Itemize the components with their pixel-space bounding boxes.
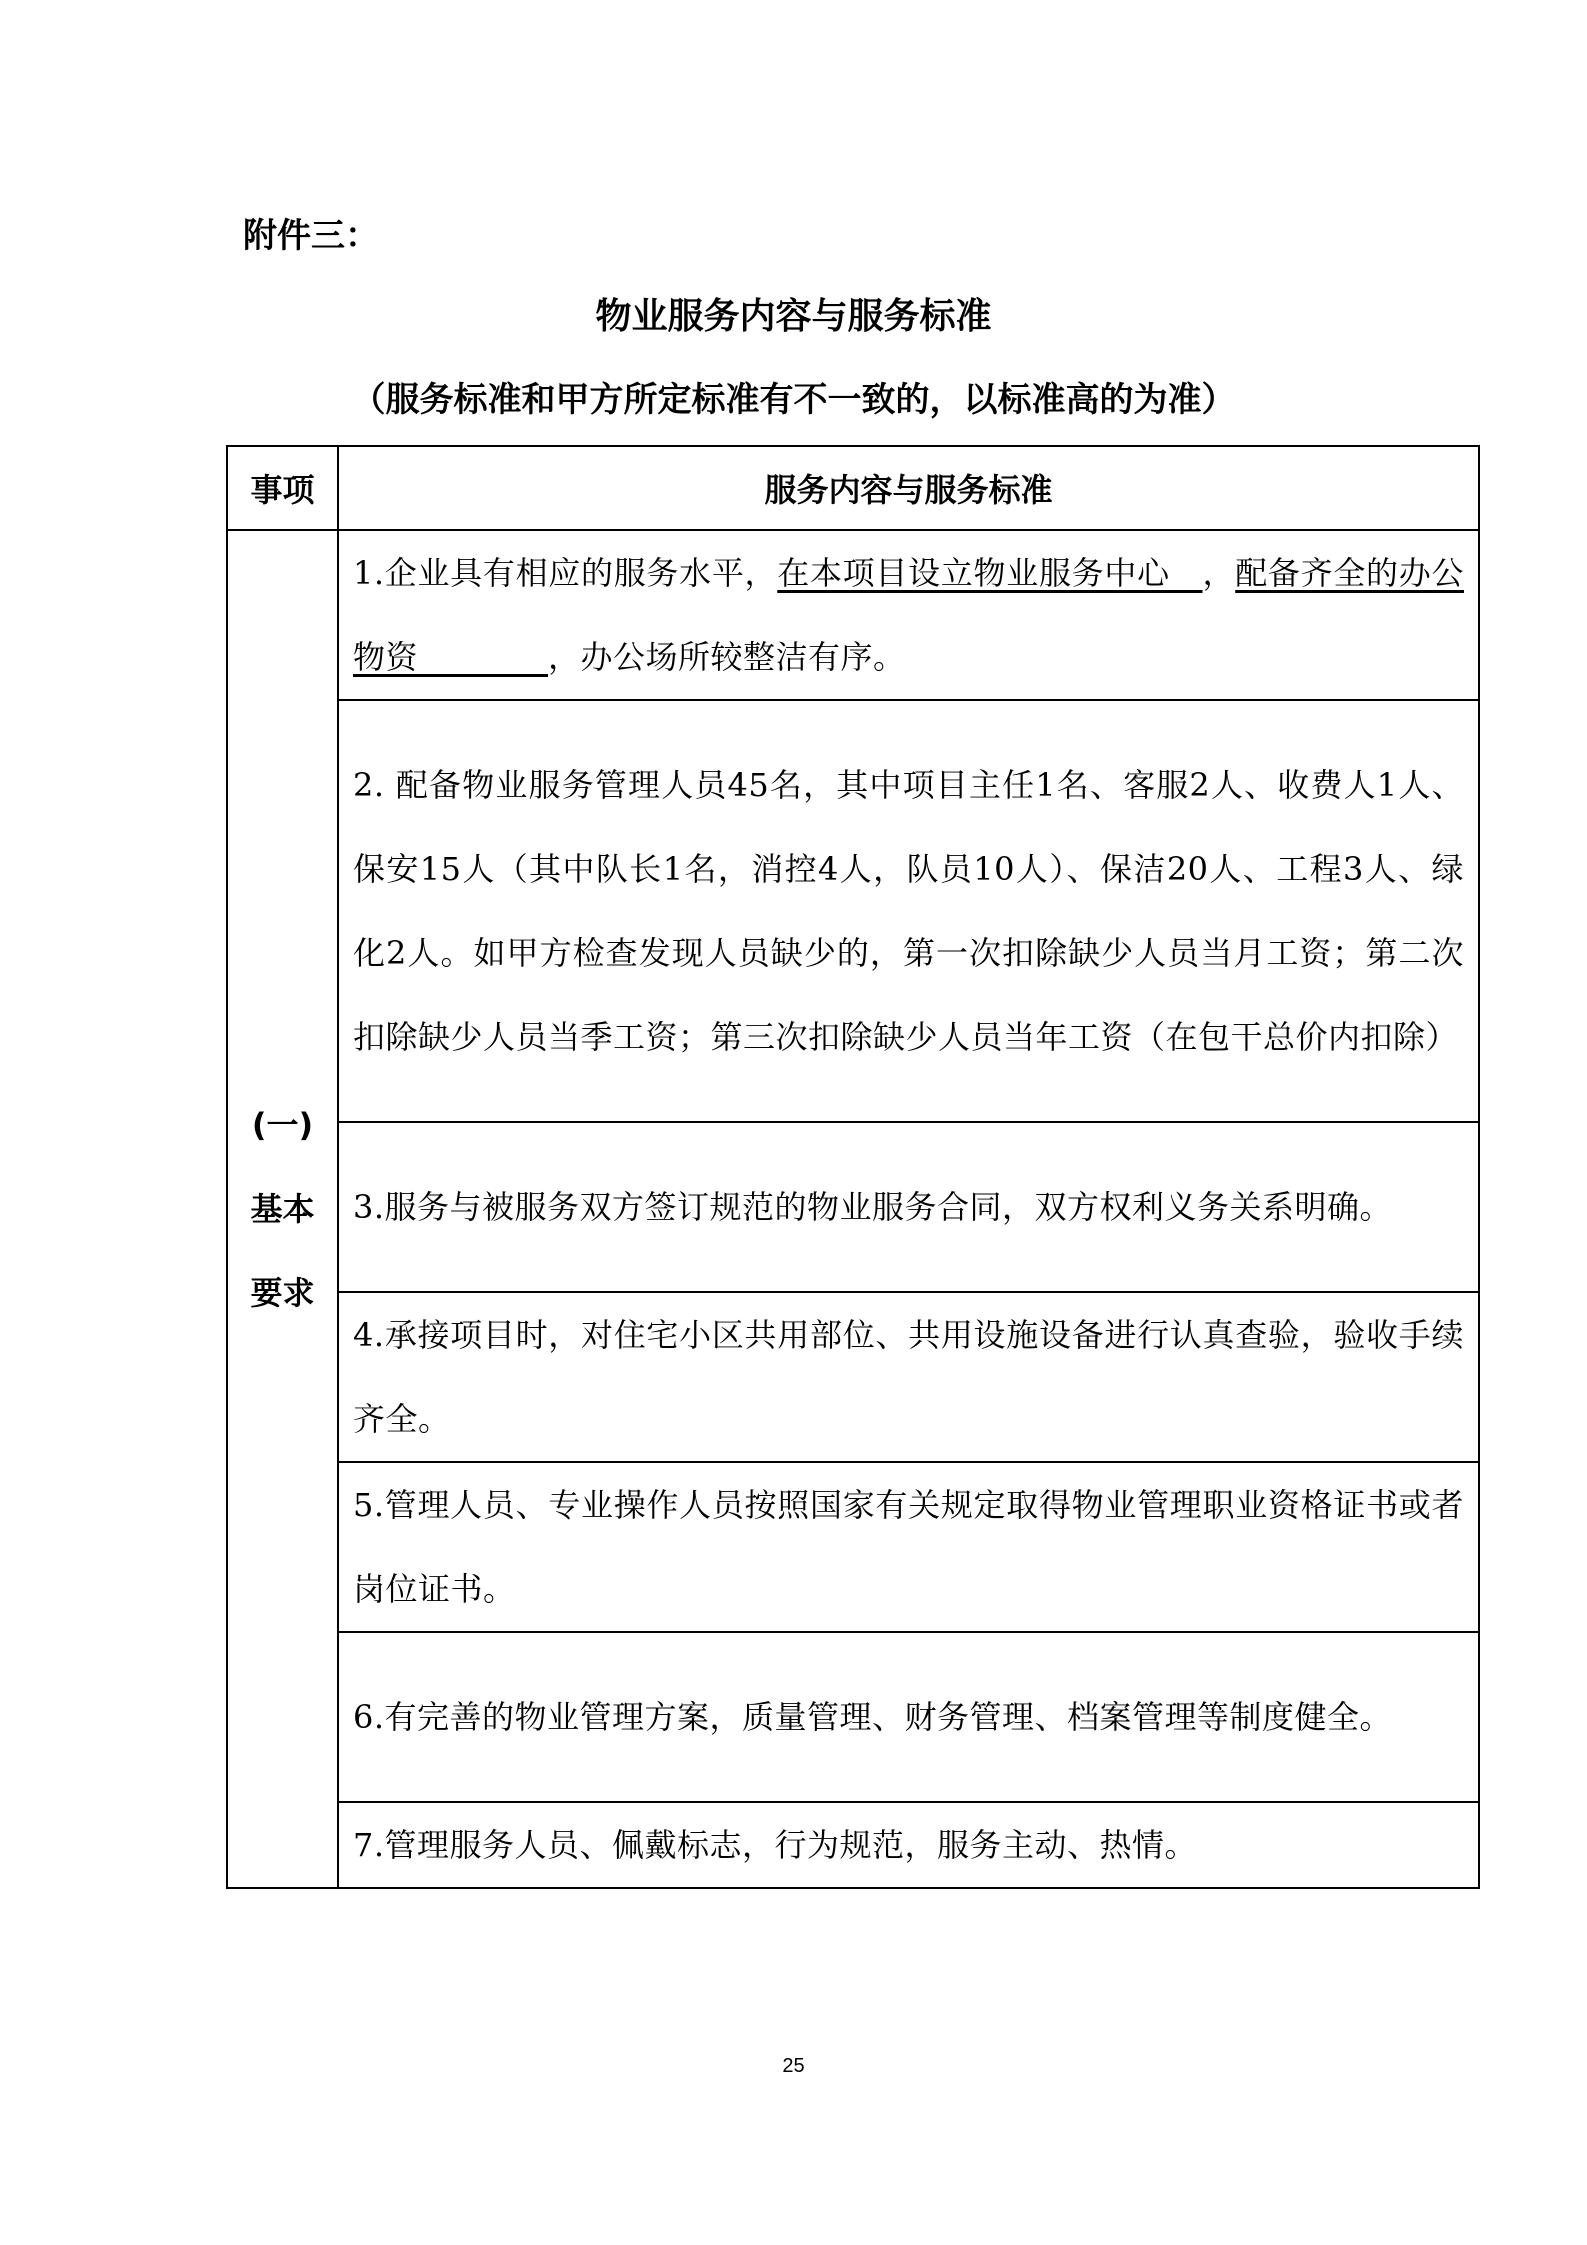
item-1-text-b: 在本项目设立物业服务中心 (777, 554, 1203, 592)
item-1-text-a: 1.企业具有相应的服务水平， (353, 554, 778, 592)
table-row (227, 700, 1479, 1122)
item-2: 2. 配备物业服务管理人员45名，其中项目主任1名、客服2人、收费人1人、保安15人（其中队长1名，消控4人，队员10人）、保洁20人、工程3人、绿化2人。如甲方检查发现人员缺少的，第一次扣除缺少人员当月工资；第二次扣除缺少人员当季工资；第三次扣除缺少人员当年工资（在包干总价内扣除） (338, 700, 1479, 1122)
document-title: 物业服务内容与服务标准 (595, 296, 992, 337)
item-4: 4.承接项目时，对住宅小区共用部位、共用设施设备进行认真查验，验收手续齐全。 (338, 1292, 1479, 1462)
service-standards-table (226, 445, 1480, 1889)
category-cell (227, 530, 338, 1888)
appendix-label: 附件三： (243, 216, 379, 256)
header-item: 事项 (227, 446, 338, 530)
item-5: 5.管理人员、专业操作人员按照国家有关规定取得物业管理职业资格证书或者岗位证书。 (338, 1462, 1479, 1632)
table-header-row (227, 446, 1479, 530)
item-1 (338, 530, 1479, 700)
item-6: 6.有完善的物业管理方案，质量管理、财务管理、档案管理等制度健全。 (338, 1632, 1479, 1802)
category-line1: 基本 (250, 1190, 315, 1228)
page-number: 25 (782, 2055, 805, 2077)
document-subtitle: （服务标准和甲方所定标准有不一致的，以标准高的为准） (351, 380, 1236, 420)
table-row (227, 530, 1479, 700)
item-3: 3.服务与被服务双方签订规范的物业服务合同，双方权利义务关系明确。 (338, 1122, 1479, 1292)
item-7: 7.管理服务人员、佩戴标志，行为规范，服务主动、热情。 (338, 1802, 1479, 1888)
item-1-text-c: ， (1202, 554, 1236, 592)
header-content: 服务内容与服务标准 (338, 446, 1479, 530)
table-row (227, 1292, 1479, 1462)
table-row (227, 1122, 1479, 1292)
category-number: (一) (251, 1106, 314, 1144)
table-row (227, 1462, 1479, 1632)
table-row (227, 1632, 1479, 1802)
item-1-text-e: ，办公场所较整洁有序。 (548, 638, 906, 676)
category-line2: 要求 (250, 1274, 315, 1312)
item-1-text-d: 配备齐全的办公物资 (353, 554, 1464, 676)
table-row (227, 1802, 1479, 1888)
